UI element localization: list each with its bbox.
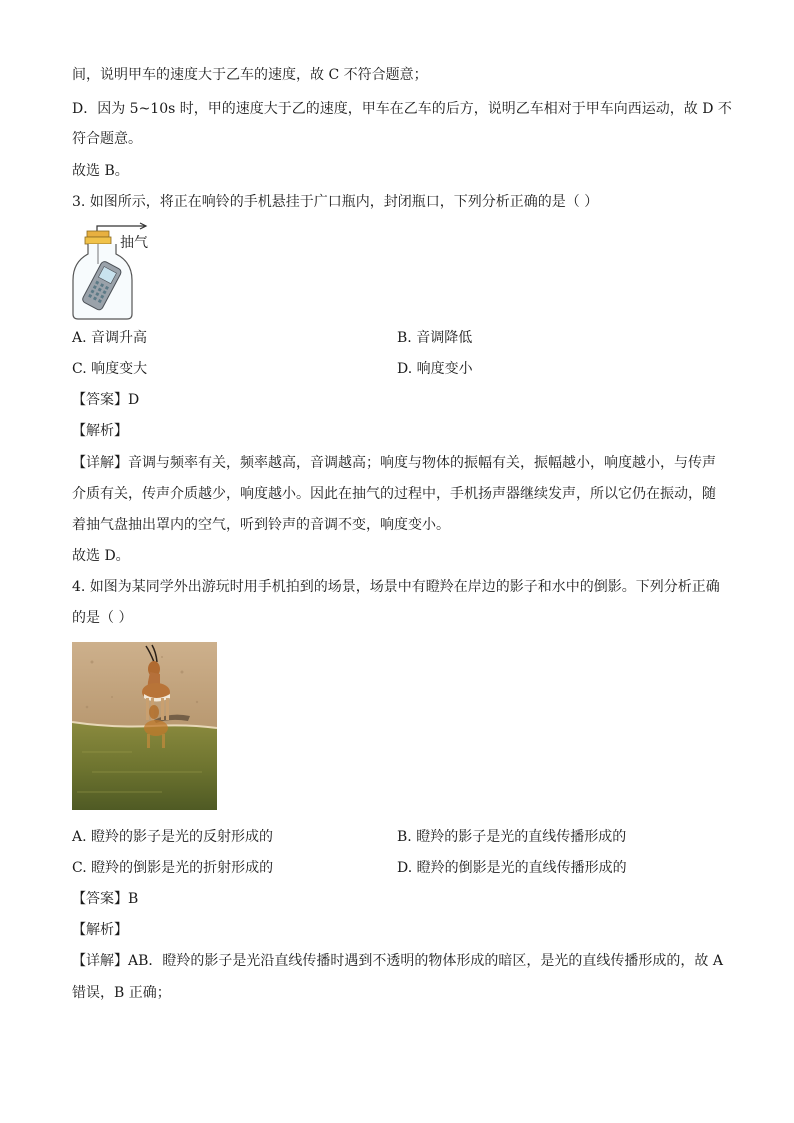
option-a: A. 音调升高: [72, 330, 148, 346]
option-a: A. 瞪羚的影子是光的反射形成的: [72, 829, 274, 845]
text-line: 符合题意。: [72, 131, 142, 147]
detail-line: 错误，B 正确；: [72, 985, 171, 1001]
answer: 【答案】B: [72, 891, 139, 907]
question-4-stem: 的是（ ）: [72, 610, 133, 626]
option-c: C. 响度变大: [72, 361, 148, 377]
analysis-title: 【解析】: [72, 423, 128, 439]
conclusion: 故选 D。: [72, 548, 130, 564]
analysis-title: 【解析】: [72, 922, 128, 938]
option-c: C. 瞪羚的倒影是光的折射形成的: [72, 860, 274, 876]
option-b: B. 音调降低: [397, 330, 473, 346]
option-d: D. 响度变小: [397, 361, 473, 377]
question-4-stem: 4. 如图为某同学外出游玩时用手机拍到的场景，场景中有瞪羚在岸边的影子和水中的倒影。下列分析正确: [72, 579, 720, 595]
jar-phone-figure: [70, 222, 190, 322]
gazelle-photo: [72, 642, 217, 810]
detail-line: 着抽气盘抽出罩内的空气，听到铃声的音调不变，响度变小。: [72, 517, 450, 533]
detail-line: 【详解】AB．瞪羚的影子是光沿直线传播时遇到不透明的物体形成的暗区，是光的直线传播形成的，故 A: [72, 953, 723, 969]
answer: 【答案】D: [72, 392, 140, 408]
option-b: B. 瞪羚的影子是光的直线传播形成的: [397, 829, 627, 845]
detail-line: 【详解】音调与频率有关，频率越高，音调越高；响度与物体的振幅有关，振幅越小，响度越小，与传声: [72, 455, 716, 471]
text-line: D．因为 5~10s 时，甲的速度大于乙的速度，甲车在乙车的后方，说明乙车相对于甲车向西运动，故 D 不: [72, 101, 732, 117]
detail-line: 介质有关，传声介质越少，响度越小。因此在抽气的过程中，手机扬声器继续发声，所以它仍在振动，随: [72, 486, 716, 502]
question-3-stem: 3. 如图所示，将正在响铃的手机悬挂于广口瓶内，封闭瓶口，下列分析正确的是（ ）: [72, 194, 599, 210]
option-d: D. 瞪羚的倒影是光的直线传播形成的: [397, 860, 627, 876]
pump-label: 抽气: [120, 235, 148, 251]
text-line: 间，说明甲车的速度大于乙车的速度，故 C 不符合题意；: [72, 67, 428, 83]
text-line: 故选 B。: [72, 163, 129, 179]
